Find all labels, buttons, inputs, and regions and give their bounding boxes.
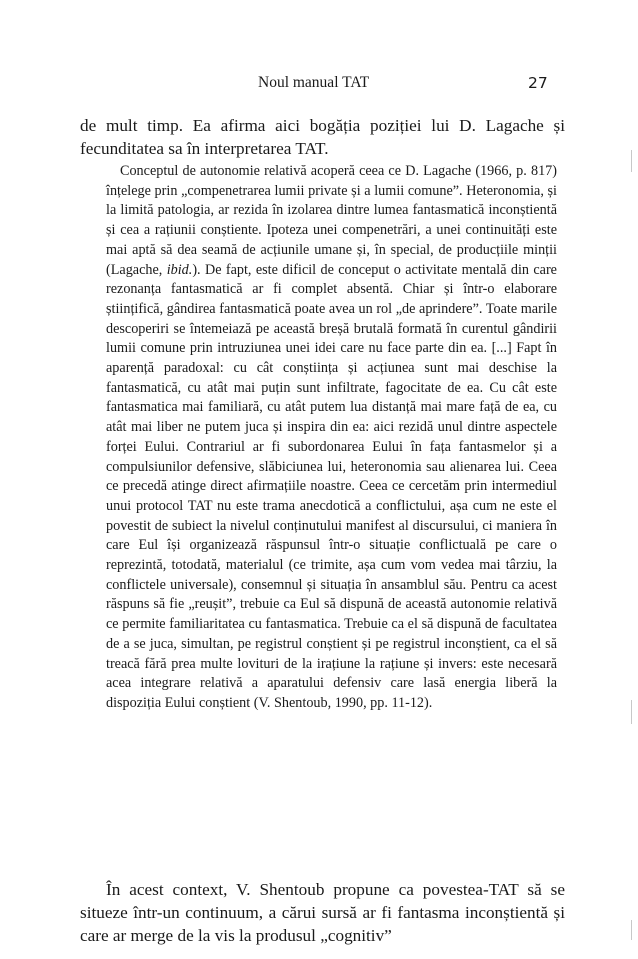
running-header (0, 74, 638, 98)
page-number: 27 (528, 74, 548, 92)
intro-paragraph: de mult timp. Ea afirma aici bogăția poziției lui D. Lagache și fecunditatea sa în interpretarea TAT. (80, 116, 565, 158)
page-edge-mark (631, 920, 632, 940)
page-edge-mark (631, 700, 632, 724)
block-quote (106, 162, 557, 714)
block-quote-text-2: ). De fapt, este dificil de conceput o activitate mentală din care rezonanța fantasmatică ar fi complet absentă. Chiar și într-o elaborare științifică, gândirea fantasmatică poate avea un rol „de aprindere”. Toate marile descoperiri se întemeiază pe această breșă brutală formată în curentul gândirii lumii comune prin intruziunea unei idei care nu face parte din ea. [...] Fapt în aparență paradoxal: cu cât conștiința și acțiunea sunt mai deschise la fantasmatică, cu atât mai puțin sunt infiltrate, fagocitate de ea. Cu cât este fantasmatica mai familiară, cu atât putem lua distanță mai mare față de ea, cu atât mai liber ne putem juca și inspira din ea: aici rezidă unul dintre aspectele forței Eului. Contrariul ar fi subordonarea Eului în fața fantasmelor și a compulsiunilor defensive, slăbiciunea lui, heteronomia sau alienarea lui. Ceea ce precedă atinge direct afirmațiile noastre. Ceea ce cercetăm prin intermediul unui protocol TAT nu este trama anecdotică a conflictului, așa cum ne este el povestit de subiect la nivelul conținutului manifest al discursului, ci maniera în care Eul își organizează răspunsul într-o situație conflictuală pe care o reprezintă, totodată, materialul (ce trimite, așa cum vom vedea mai târziu, la conflictele universale), consemnul și situația în ansamblul său. Pentru ca acest răspuns să fie „reușit”, trebuie ca Eul să dispună de această autonomie relativă ce permite familiaritatea cu fantasmatica. Trebuie ca el să dispună de facultatea de a se juca, simultan, pe registrul conștient și pe registrul inconștient, ca el să treacă fără prea multe lovituri de la irațiune la rațiune și invers: este necesară acea integrare relativă a aparatului defensiv care lasă energia liberă la dispoziția Eului conștient (V. Shentoub, 1990, pp. 11-12). (106, 261, 557, 711)
block-quote-ibid: ibid. (166, 261, 193, 278)
block-quote-text-1: Conceptul de autonomie relativă acoperă ceea ce D. Lagache (1966, p. 817) înțelege prin „compenetrarea lumii private și a lumii comune”. Heteronomia, și la limită patologia, ar rezida în izolarea dintre lumea fantasmatică inconștientă și cea a rațiunii conștiente. Ipoteza unei compenetrări, a unei continuități este mai aptă să dea seamă de acțiunile umane și, în special, de producțiile minții (Lagache, (106, 163, 557, 278)
running-header-title: Noul manual TAT (258, 74, 370, 91)
page-edge-mark (631, 150, 632, 172)
outro-paragraph: În acest context, V. Shentoub propune ca povestea-TAT să se situeze într-un continuum, a cărui sursă ar fi fantasma inconștientă și care ar merge de la vis la produsul „cognitiv” (80, 880, 565, 945)
